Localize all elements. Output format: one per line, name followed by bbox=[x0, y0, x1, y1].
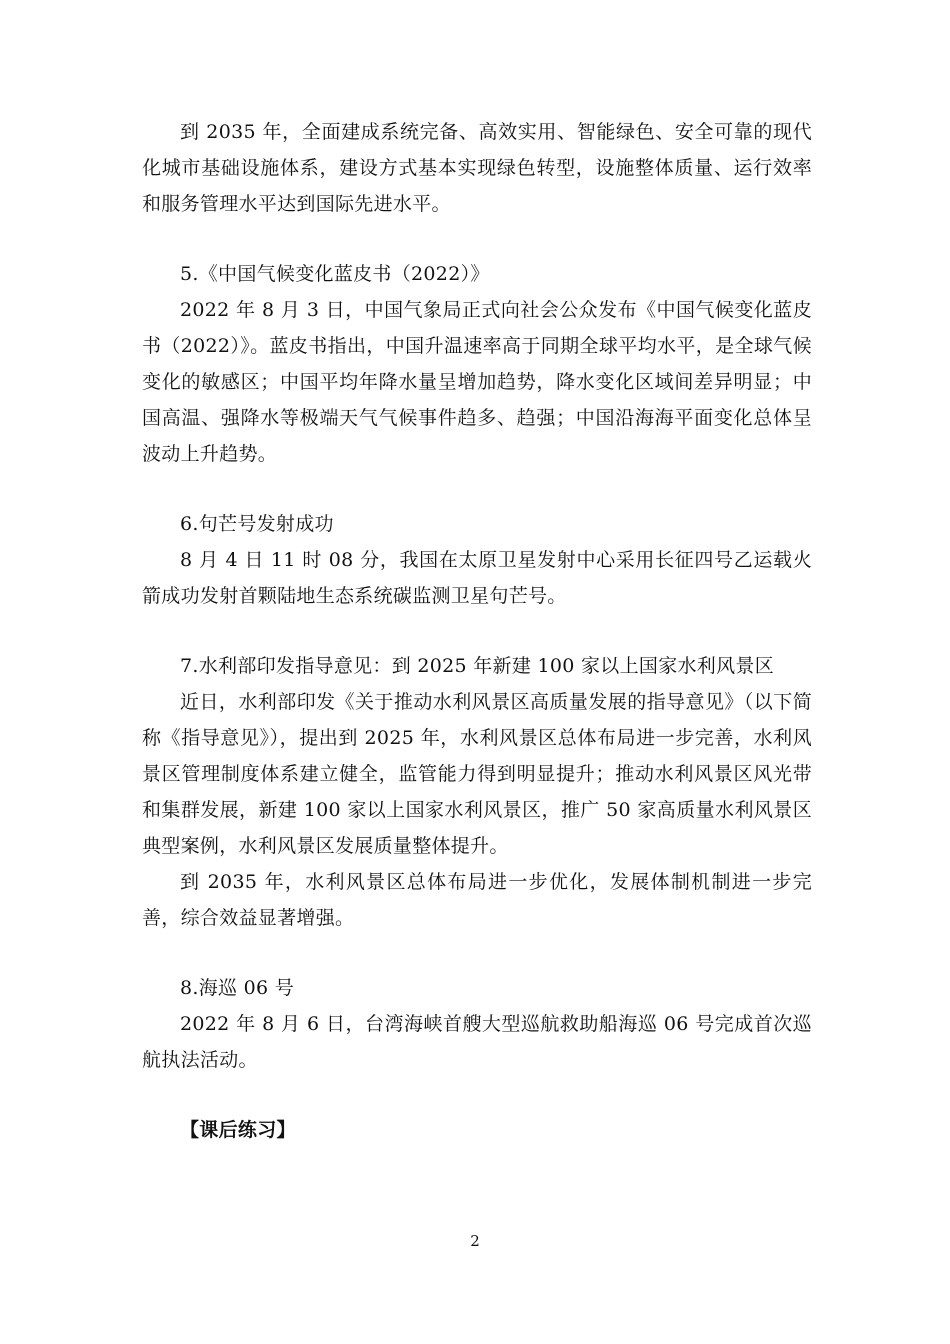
document-body bbox=[142, 114, 812, 1148]
paragraph-water-scenic-2035: 到 2035 年，水利风景区总体布局进一步优化，发展体制机制进一步完善，综合效益显著增强。 bbox=[142, 871, 812, 929]
section-heading-water-scenic-areas: 7.水利部印发指导意见：到 2025 年新建 100 家以上国家水利风景区 bbox=[180, 655, 775, 677]
paragraph-climate-bluebook: 2022 年 8 月 3 日，中国气象局正式向社会公众发布《中国气候变化蓝皮书（2022）》。蓝皮书指出，中国升温速率高于同期全球平均水平，是全球气候变化的敏感区；中国平均年降水量呈增加趋势，降水变化区域间差异明显；中国高温、强降水等极端天气气候事件趋多、趋强；中国沿海海平面变化总体呈波动上升趋势。 bbox=[142, 299, 812, 465]
section-heading-haixun-06: 8.海巡 06 号 bbox=[180, 977, 295, 999]
paragraph-water-scenic-2025: 近日，水利部印发《关于推动水利风景区高质量发展的指导意见》（以下简称《指导意见》），提出到 2025 年，水利风景区总体布局进一步完善，水利风景区管理制度体系建立健全，监管能力得到明显提升；推动水利风景区风光带和集群发展，新建 100 家以上国家水利风景区，推广 50 家高质量水利风景区典型案例，水利风景区发展质量整体提升。 bbox=[142, 691, 812, 857]
section-heading-climate-bluebook: 5.《中国气候变化蓝皮书（2022）》 bbox=[180, 263, 490, 285]
page-number: 2 bbox=[470, 1232, 480, 1250]
section-heading-goumang-satellite: 6.句芒号发射成功 bbox=[180, 513, 334, 535]
paragraph-2035-infrastructure: 到 2035 年，全面建成系统完备、高效实用、智能绿色、安全可靠的现代化城市基础设施体系，建设方式基本实现绿色转型，设施整体质量、运行效率和服务管理水平达到国际先进水平。 bbox=[142, 121, 812, 215]
paragraph-goumang-satellite: 8 月 4 日 11 时 08 分，我国在太原卫星发射中心采用长征四号乙运载火箭成功发射首颗陆地生态系统碳监测卫星句芒号。 bbox=[142, 549, 812, 607]
section-heading-after-class-exercise: 【课后练习】 bbox=[180, 1119, 296, 1141]
paragraph-haixun-06: 2022 年 8 月 6 日，台湾海峡首艘大型巡航救助船海巡 06 号完成首次巡航执法活动。 bbox=[142, 1013, 812, 1071]
